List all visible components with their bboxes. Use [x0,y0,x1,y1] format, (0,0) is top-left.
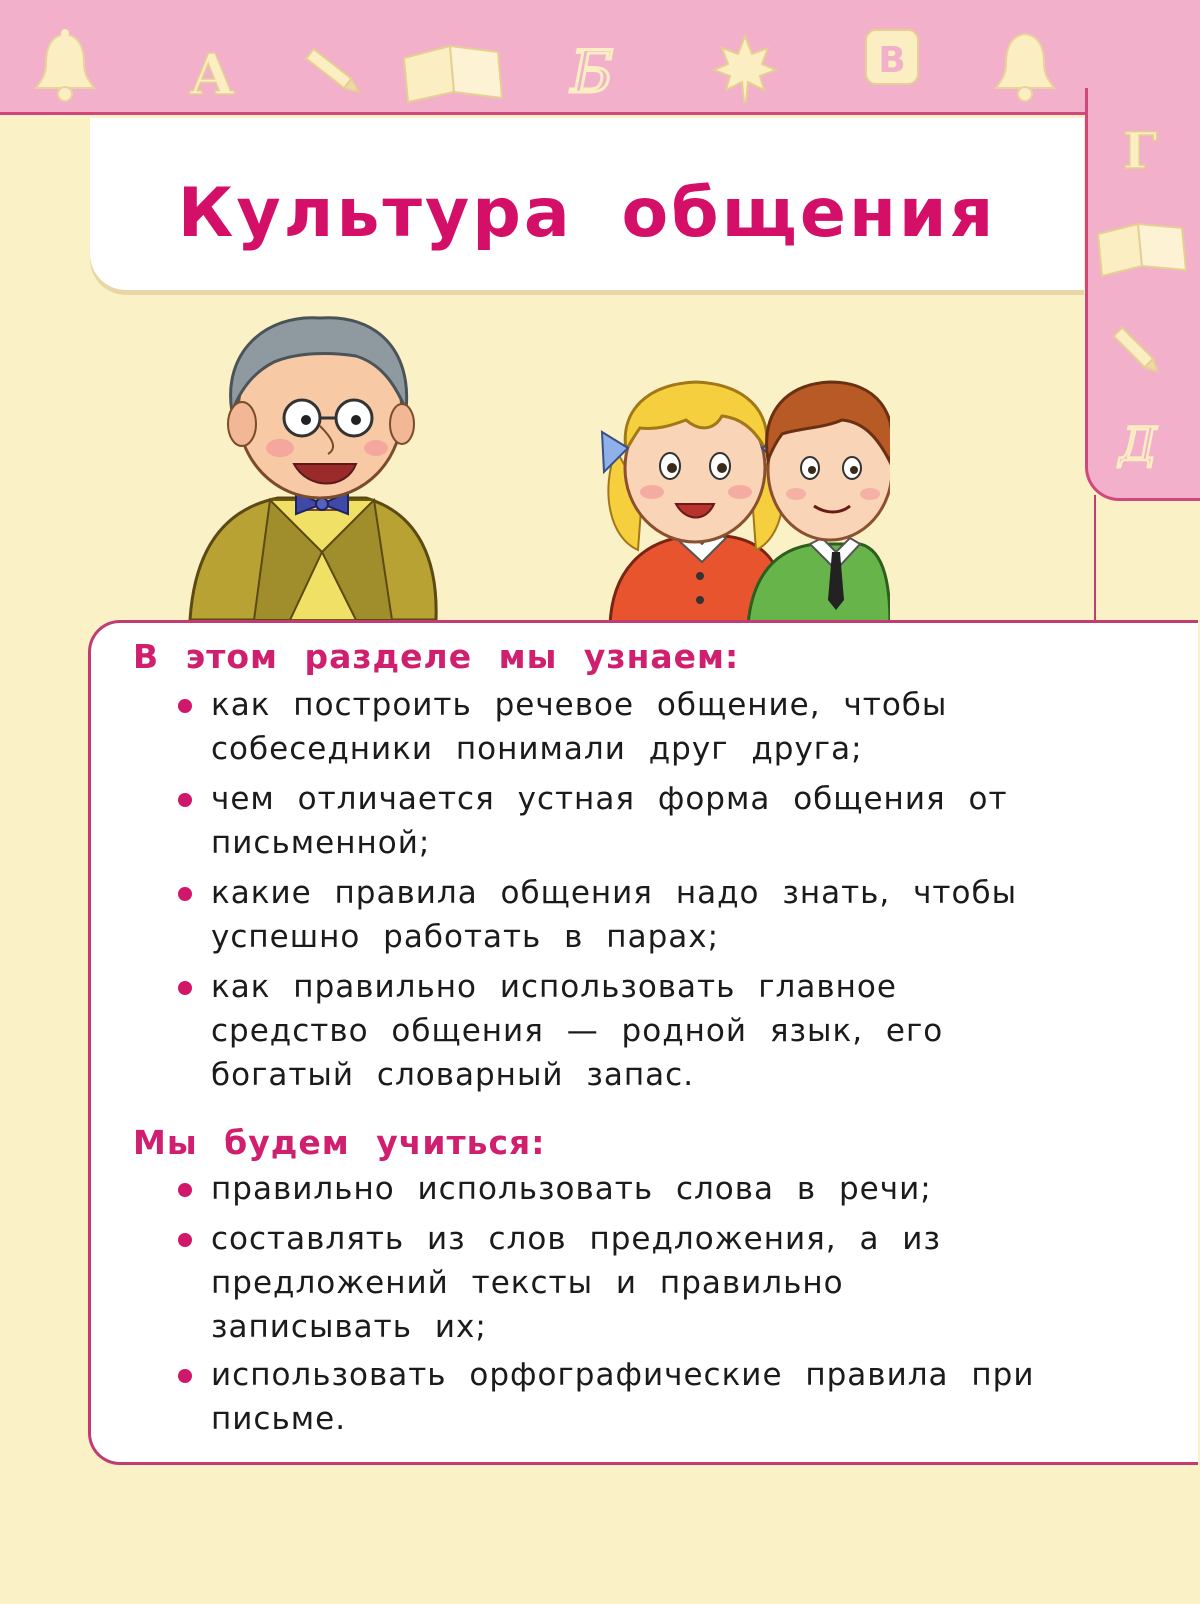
bullet [178,887,192,901]
bell-icon [30,28,100,106]
content-box [88,620,1198,1465]
bullet [178,793,192,807]
study-heading: Мы будем учиться: [133,1123,546,1162]
title-card [90,118,1084,290]
learn-item: чем отличается устная форма общения от письменной; [211,777,1051,865]
bullet [178,1369,192,1383]
pencil-icon [292,36,372,106]
bullet [178,981,192,995]
svg-text:А: А [189,42,235,102]
svg-text:Г: Г [1122,121,1158,178]
bullet [178,699,192,713]
letter-d-decoration [1108,412,1168,472]
learn-item: как правильно использовать главное средство общения — родной язык, его богатый словарный запас. [211,965,1051,1097]
letter-v-block-decoration [860,24,924,90]
learn-item: какие правила общения надо знать, чтобы успешно работать в парах; [211,871,1051,959]
study-item: использовать орфографические правила при письме. [211,1353,1051,1441]
svg-text:Б: Б [570,38,614,104]
learn-heading: В этом разделе мы узнаем: [133,637,740,676]
study-item: правильно использовать слова в речи; [211,1167,1051,1211]
open-book-icon-side [1094,214,1190,280]
letter-b-decoration [560,38,624,104]
bell-icon-right [990,28,1060,106]
letter-g-decoration [1110,118,1170,178]
learn-item: как построить речевое общение, чтобы собеседники понимали друг друга; [211,683,1051,771]
maple-leaf-icon [710,32,780,104]
pencil-icon-side [1102,316,1172,386]
bullet [178,1233,192,1247]
svg-text:В: В [878,40,906,81]
svg-text:Д: Д [1119,417,1157,471]
study-item: составлять из слов предложения, а из предложений тексты и правильно записывать их; [211,1217,1051,1349]
side-border-line [1094,495,1096,623]
open-book-icon [398,36,508,106]
bullet [178,1183,192,1197]
page-title: Культура общения [177,174,997,253]
teacher-figure [190,318,436,620]
characters-illustration [170,300,890,625]
letter-a-decoration [180,42,244,102]
